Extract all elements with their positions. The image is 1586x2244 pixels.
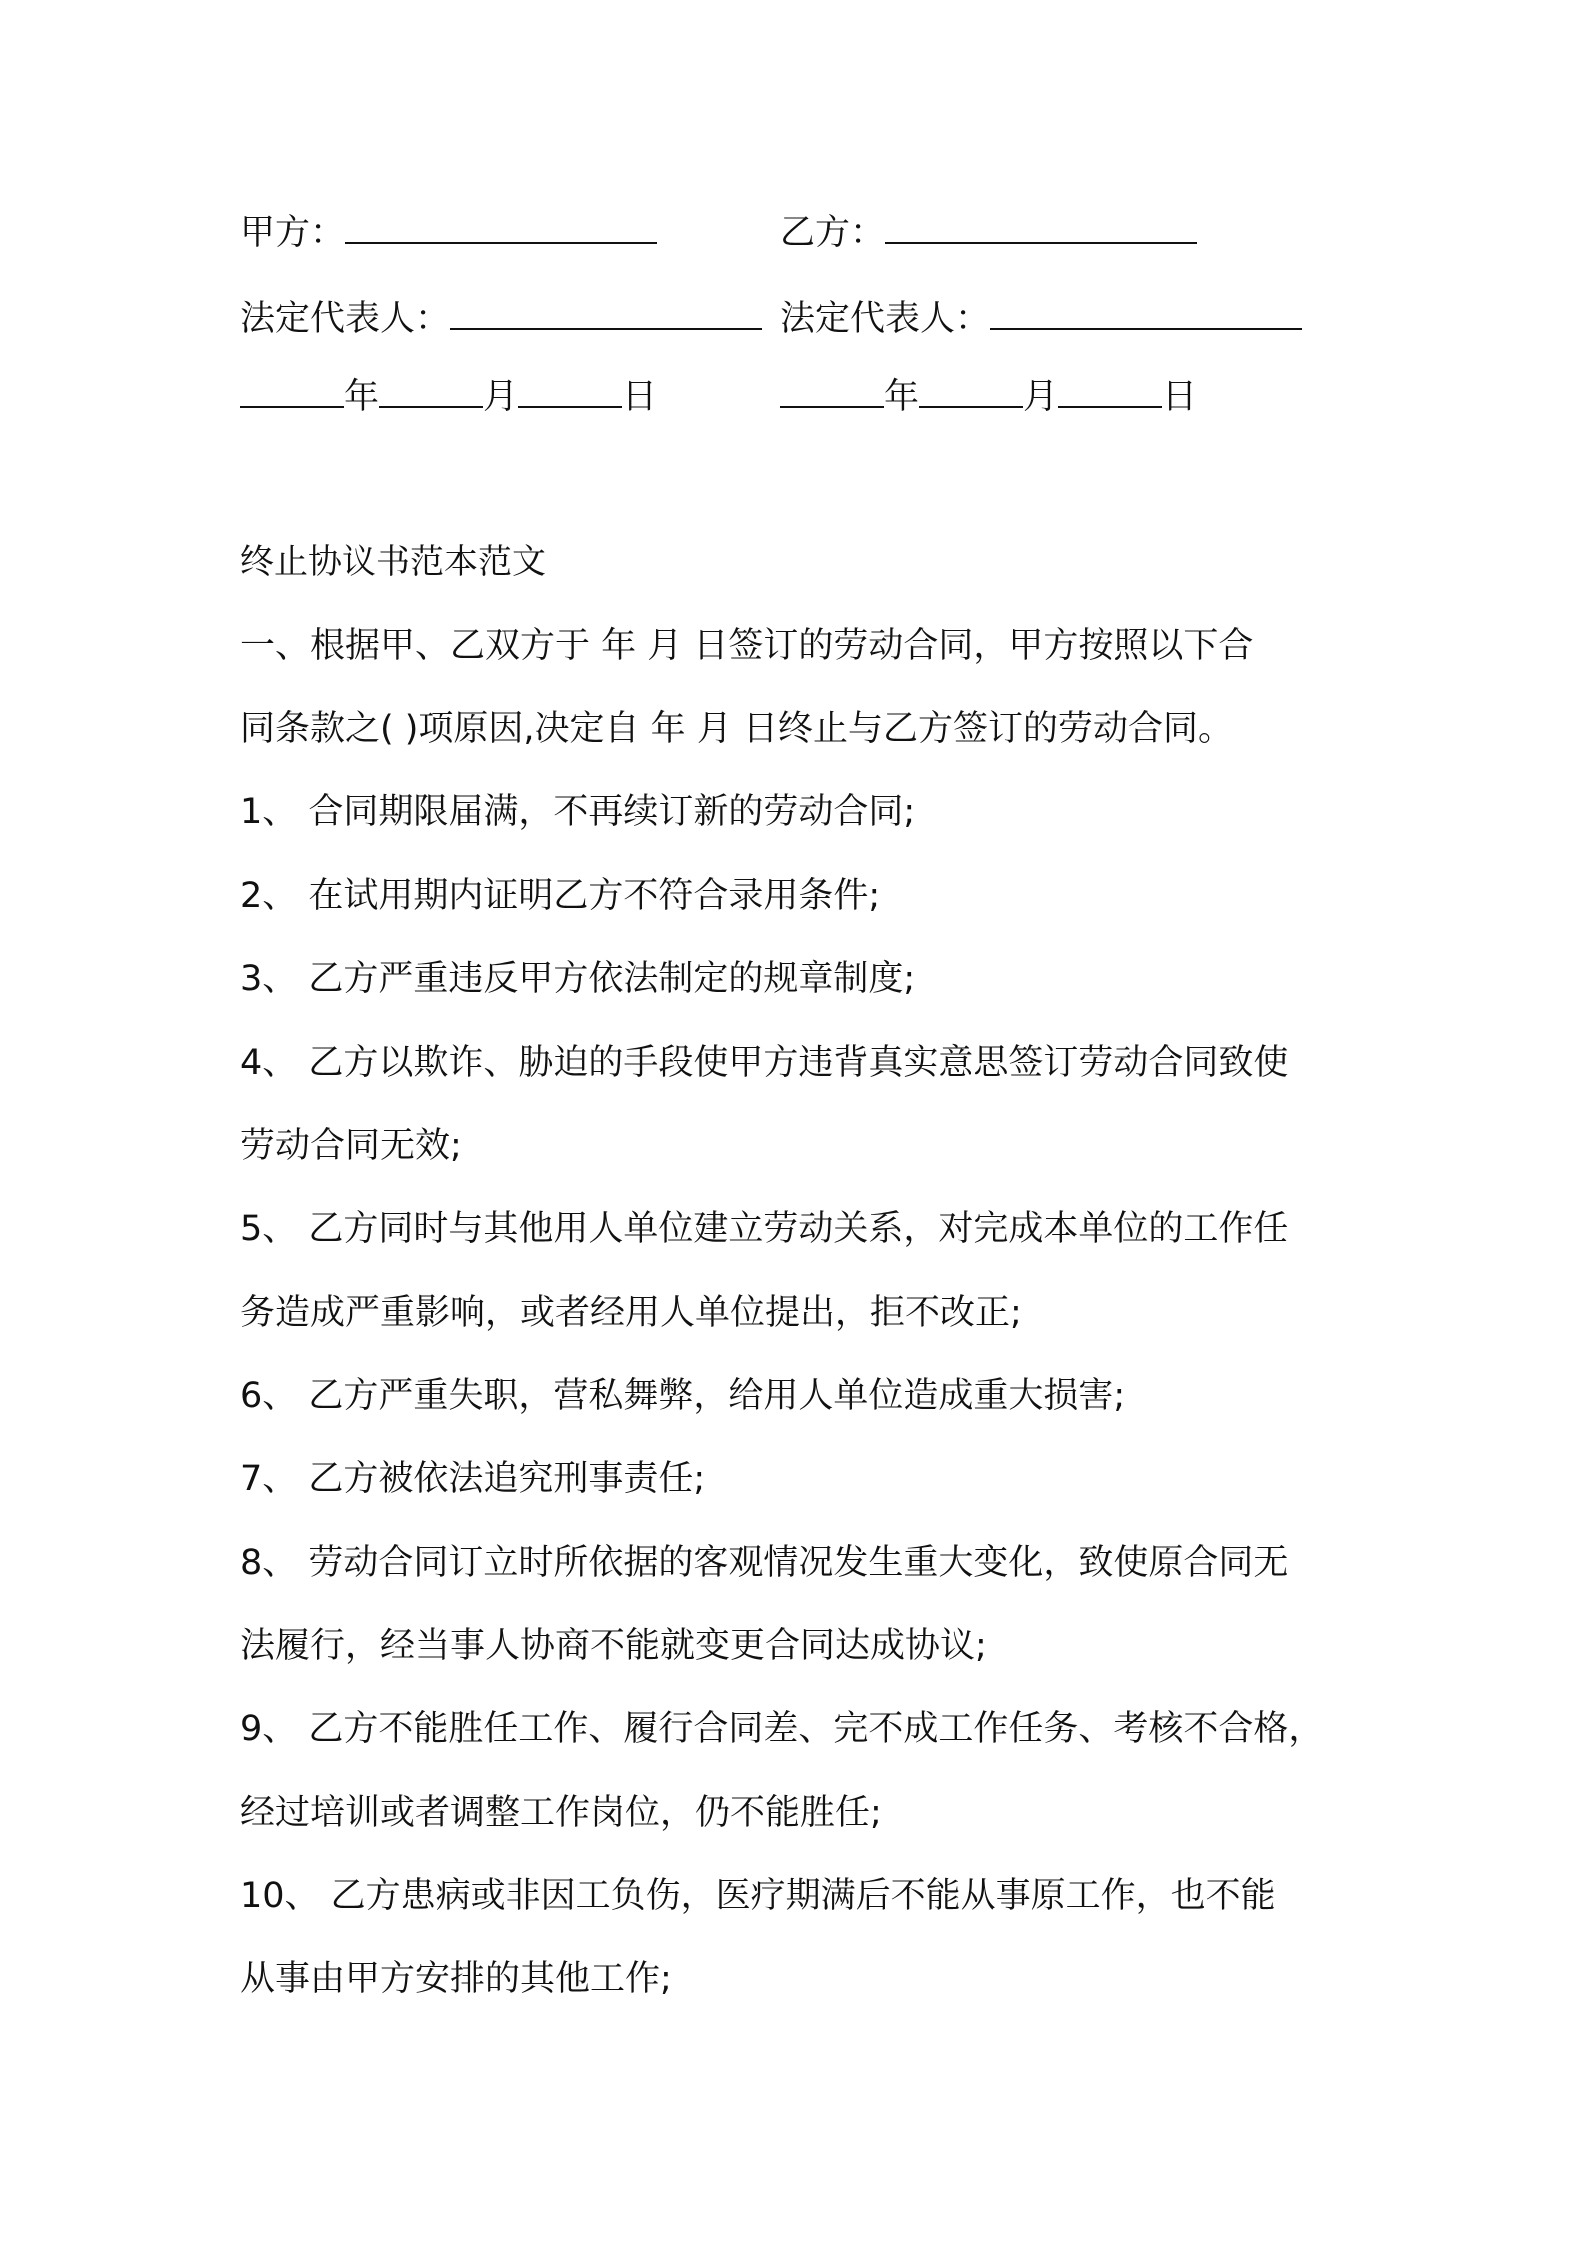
clause-5-cont: 务造成严重影响，或者经用人单位提出，拒不改正;	[240, 1293, 1022, 1333]
party-b-rep-blank	[990, 298, 1302, 330]
party-a-rep-line	[240, 298, 762, 337]
party-a-day-blank	[518, 376, 622, 408]
party-b-rep-line	[780, 298, 1302, 337]
body-line: 一、根据甲、乙双方于 年 月 日签订的劳动合同，甲方按照以下合	[240, 626, 1254, 666]
party-b-month-label: 月	[1023, 377, 1059, 417]
clause-5: 5、 乙方同时与其他用人单位建立劳动关系，对完成本单位的工作任	[240, 1209, 1289, 1249]
clause-2: 2、 在试用期内证明乙方不符合录用条件;	[240, 876, 881, 916]
clause-10-cont: 从事由甲方安排的其他工作;	[240, 1959, 672, 1999]
party-b-year-label: 年	[884, 377, 920, 417]
party-b-rep-label: 法定代表人：	[780, 299, 991, 339]
party-b-year-blank	[780, 376, 884, 408]
party-b-blank	[885, 212, 1197, 244]
party-a-rep-label: 法定代表人：	[240, 299, 451, 339]
party-b-month-blank	[919, 376, 1023, 408]
clause-4-cont: 劳动合同无效;	[240, 1126, 462, 1166]
body-line: 同条款之( )项原因,决定自 年 月 日终止与乙方签订的劳动合同。	[240, 709, 1233, 749]
clause-1: 1、 合同期限届满，不再续订新的劳动合同;	[240, 792, 916, 832]
clause-6: 6、 乙方严重失职，营私舞弊，给用人单位造成重大损害;	[240, 1376, 1126, 1416]
party-a-label: 甲方：	[240, 213, 346, 253]
party-a-blank	[345, 212, 657, 244]
party-b-label: 乙方：	[780, 213, 886, 253]
party-b-date-line	[780, 376, 1197, 415]
party-a-day-label: 日	[622, 377, 658, 417]
clause-10: 10、 乙方患病或非因工负伤，医疗期满后不能从事原工作，也不能	[240, 1876, 1276, 1916]
party-a-month-label: 月	[483, 377, 519, 417]
party-a-date-line	[240, 376, 657, 415]
party-a-year-blank	[240, 376, 344, 408]
party-a-rep-blank	[450, 298, 762, 330]
party-b-line	[780, 212, 1197, 251]
clause-3: 3、 乙方严重违反甲方依法制定的规章制度;	[240, 959, 916, 999]
clause-9-cont: 经过培训或者调整工作岗位，仍不能胜任;	[240, 1793, 882, 1833]
party-a-month-blank	[379, 376, 483, 408]
clause-8: 8、 劳动合同订立时所依据的客观情况发生重大变化，致使原合同无	[240, 1543, 1289, 1583]
party-b-day-label: 日	[1162, 377, 1198, 417]
party-a-line	[240, 212, 657, 251]
clause-7: 7、 乙方被依法追究刑事责任;	[240, 1459, 706, 1499]
party-a-year-label: 年	[344, 377, 380, 417]
party-b-day-blank	[1058, 376, 1162, 408]
document-title: 终止协议书范本范文	[240, 542, 546, 582]
clause-4: 4、 乙方以欺诈、胁迫的手段使甲方违背真实意思签订劳动合同致使	[240, 1043, 1289, 1083]
clause-8-cont: 法履行，经当事人协商不能就变更合同达成协议;	[240, 1626, 987, 1666]
clause-9: 9、 乙方不能胜任工作、履行合同差、完不成工作任务、考核不合格，	[240, 1709, 1324, 1749]
